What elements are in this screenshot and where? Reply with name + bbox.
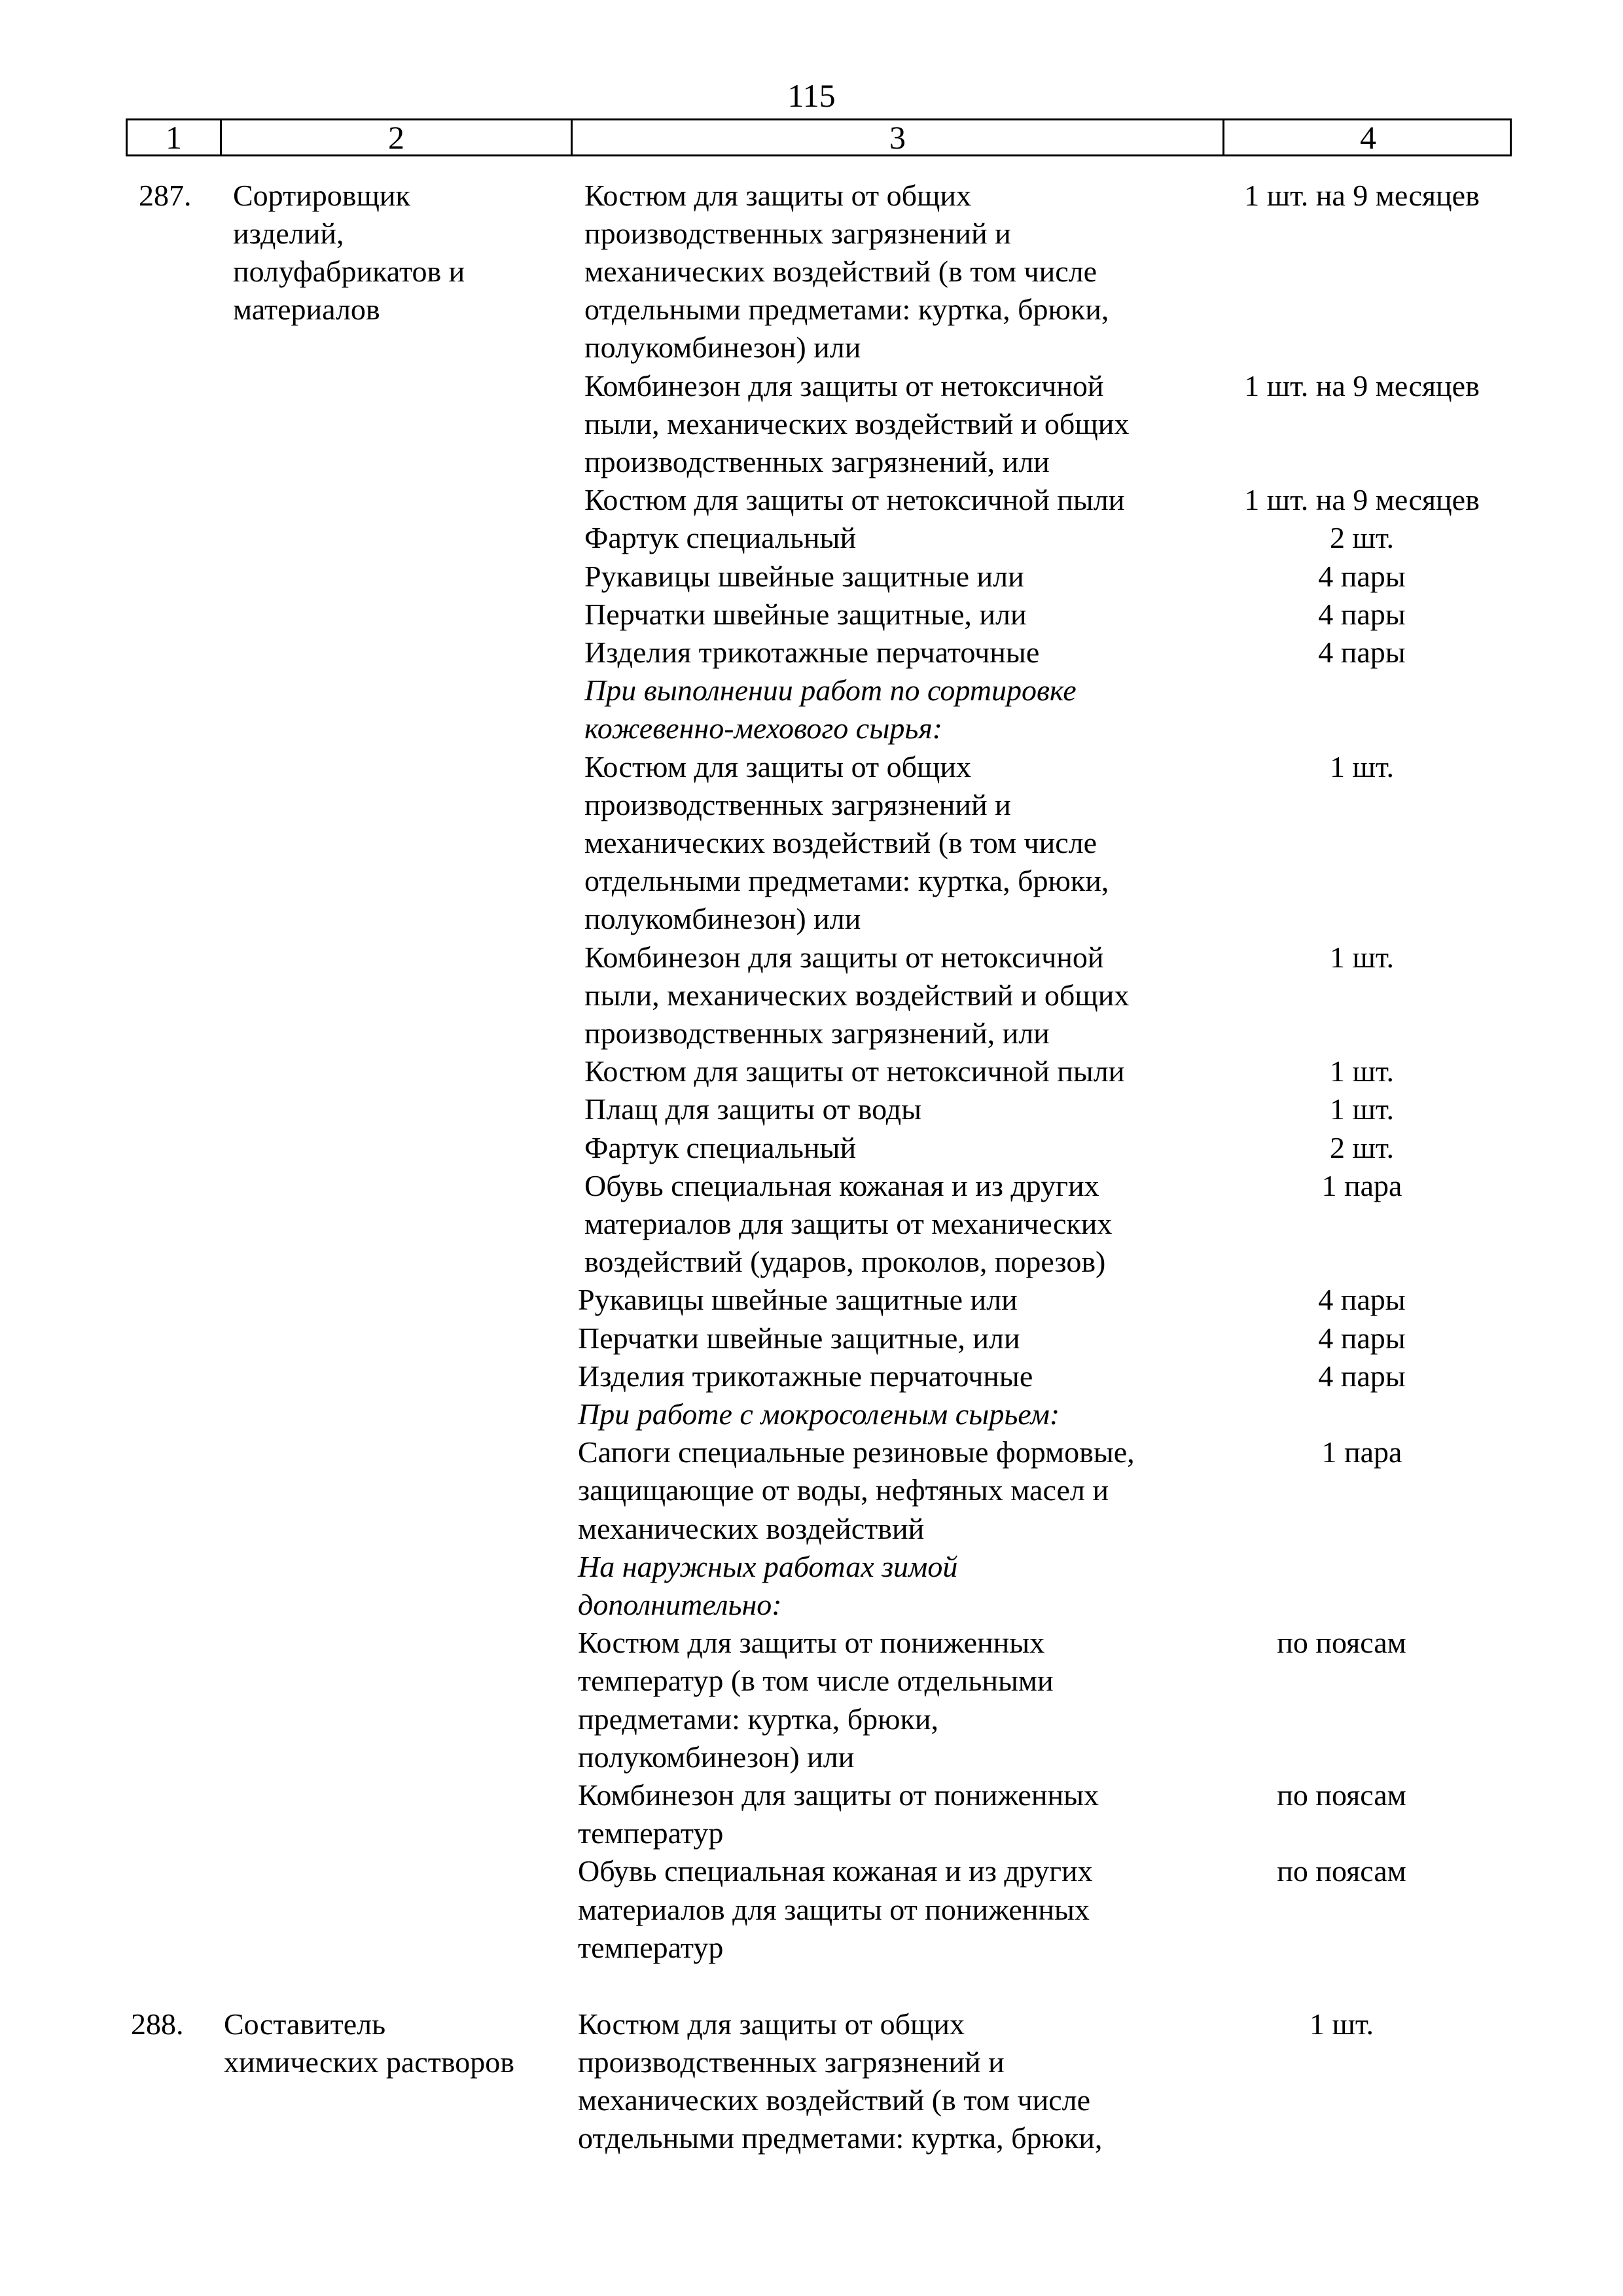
- quantity: по поясам: [1277, 1778, 1406, 1812]
- occupation-line: Составитель: [224, 2007, 386, 2041]
- ppe-line: полукомбинезон) или: [578, 1740, 855, 1774]
- section-note: При работе с мокросоленым сырьем:: [578, 1397, 1060, 1431]
- quantity: 4 пары: [1318, 598, 1406, 631]
- ppe-line: Перчатки швейные защитные, или: [584, 598, 1027, 631]
- table-header-row: [126, 118, 1512, 156]
- ppe-line: механических воздействий (в том числе: [578, 2083, 1091, 2117]
- ppe-line: Фартук специальный: [584, 521, 857, 554]
- ppe-line: отдельными предметами: куртка, брюки,: [584, 864, 1109, 897]
- quantity: 2 шт.: [1329, 1131, 1395, 1164]
- ppe-line: пыли, механических воздействий и общих: [584, 407, 1130, 440]
- occupation-line: Сортировщик: [233, 179, 410, 212]
- ppe-line: материалов для защиты от механических: [584, 1207, 1113, 1240]
- quantity: 1 шт.: [1329, 1054, 1395, 1088]
- ppe-line: Костюм для защиты от нетоксичной пыли: [584, 1054, 1125, 1088]
- section-note: При выполнении работ по сортировке: [584, 673, 1077, 707]
- ppe-line: Костюм для защиты от общих: [578, 2007, 965, 2041]
- ppe-line: защищающие от воды, нефтяных масел и: [578, 1473, 1109, 1507]
- quantity: 4 пары: [1318, 1321, 1406, 1355]
- ppe-line: температур (в том числе отдельными: [578, 1664, 1054, 1697]
- ppe-line: механических воздействий: [578, 1512, 925, 1545]
- quantity: 1 пара: [1321, 1169, 1402, 1202]
- ppe-line: Обувь специальная кожаная и из других: [578, 1854, 1093, 1888]
- quantity: по поясам: [1277, 1854, 1406, 1888]
- ppe-line: Изделия трикотажные перчаточные: [584, 636, 1040, 669]
- quantity: 1 шт. на 9 месяцев: [1244, 369, 1480, 403]
- ppe-line: механических воздействий (в том числе: [584, 255, 1097, 288]
- ppe-line: Обувь специальная кожаная и из других: [584, 1169, 1099, 1202]
- quantity: 1 шт.: [1329, 750, 1395, 783]
- ppe-line: производственных загрязнений и: [578, 2045, 1005, 2079]
- quantity: 1 шт.: [1329, 941, 1395, 974]
- ppe-line: отдельными предметами: куртка, брюки,: [584, 293, 1109, 326]
- quantity: 4 пары: [1318, 1359, 1406, 1393]
- ppe-line: полукомбинезон) или: [584, 331, 861, 364]
- ppe-line: воздействий (ударов, проколов, порезов): [584, 1245, 1106, 1278]
- quantity: 4 пары: [1318, 560, 1406, 593]
- ppe-line: материалов для защиты от пониженных: [578, 1893, 1090, 1926]
- ppe-line: Сапоги специальные резиновые формовые,: [578, 1435, 1135, 1469]
- occupation-line: химических растворов: [224, 2045, 514, 2079]
- ppe-line: температур: [578, 1816, 724, 1850]
- ppe-line: отдельными предметами: куртка, брюки,: [578, 2121, 1103, 2155]
- ppe-line: Комбинезон для защиты от нетоксичной: [584, 369, 1104, 403]
- ppe-line: Комбинезон для защиты от нетоксичной: [584, 941, 1104, 974]
- quantity: 1 пара: [1321, 1435, 1402, 1469]
- section-note: кожевенно-мехового сырья:: [584, 711, 943, 745]
- header-cell-1: 1: [166, 119, 182, 156]
- ppe-line: Костюм для защиты от нетоксичной пыли: [584, 483, 1125, 516]
- ppe-line: производственных загрязнений, или: [584, 1016, 1050, 1050]
- quantity: 2 шт.: [1329, 521, 1395, 554]
- quantity: 4 пары: [1318, 1283, 1406, 1316]
- ppe-line: Комбинезон для защиты от пониженных: [578, 1778, 1099, 1812]
- quantity: 1 шт.: [1329, 1092, 1395, 1126]
- page-number: 115: [787, 77, 836, 114]
- ppe-line: Костюм для защиты от общих: [584, 750, 972, 783]
- header-cell-2: 2: [220, 120, 571, 154]
- section-note: На наружных работах зимой: [578, 1550, 958, 1583]
- entry-number: 287.: [139, 179, 192, 212]
- entry-number: 288.: [131, 2007, 184, 2041]
- quantity: по поясам: [1277, 1626, 1406, 1659]
- ppe-line: производственных загрязнений, или: [584, 445, 1050, 478]
- section-note: дополнительно:: [578, 1588, 782, 1621]
- ppe-line: Фартук специальный: [584, 1131, 857, 1164]
- ppe-line: Костюм для защиты от общих: [584, 179, 972, 212]
- ppe-line: Рукавицы швейные защитные или: [578, 1283, 1018, 1316]
- ppe-line: Изделия трикотажные перчаточные: [578, 1359, 1033, 1393]
- ppe-line: производственных загрязнений и: [584, 788, 1011, 821]
- header-cell-3: 3: [571, 120, 1222, 154]
- ppe-line: полукомбинезон) или: [584, 902, 861, 935]
- quantity: 4 пары: [1318, 636, 1406, 669]
- ppe-line: Рукавицы швейные защитные или: [584, 560, 1024, 593]
- ppe-line: предметами: куртка, брюки,: [578, 1702, 938, 1736]
- ppe-line: Плащ для защиты от воды: [584, 1092, 922, 1126]
- ppe-line: механических воздействий (в том числе: [584, 826, 1097, 859]
- header-cell-4: 4: [1222, 120, 1512, 154]
- ppe-line: производственных загрязнений и: [584, 217, 1011, 250]
- occupation-line: материалов: [233, 293, 380, 326]
- occupation-line: изделий,: [233, 217, 344, 250]
- ppe-line: Костюм для защиты от пониженных: [578, 1626, 1045, 1659]
- ppe-line: температур: [578, 1931, 724, 1964]
- quantity: 1 шт. на 9 месяцев: [1244, 483, 1480, 516]
- ppe-line: Перчатки швейные защитные, или: [578, 1321, 1020, 1355]
- ppe-line: пыли, механических воздействий и общих: [584, 978, 1130, 1012]
- occupation-line: полуфабрикатов и: [233, 255, 465, 288]
- quantity: 1 шт. на 9 месяцев: [1244, 179, 1480, 212]
- quantity: 1 шт.: [1309, 2007, 1374, 2041]
